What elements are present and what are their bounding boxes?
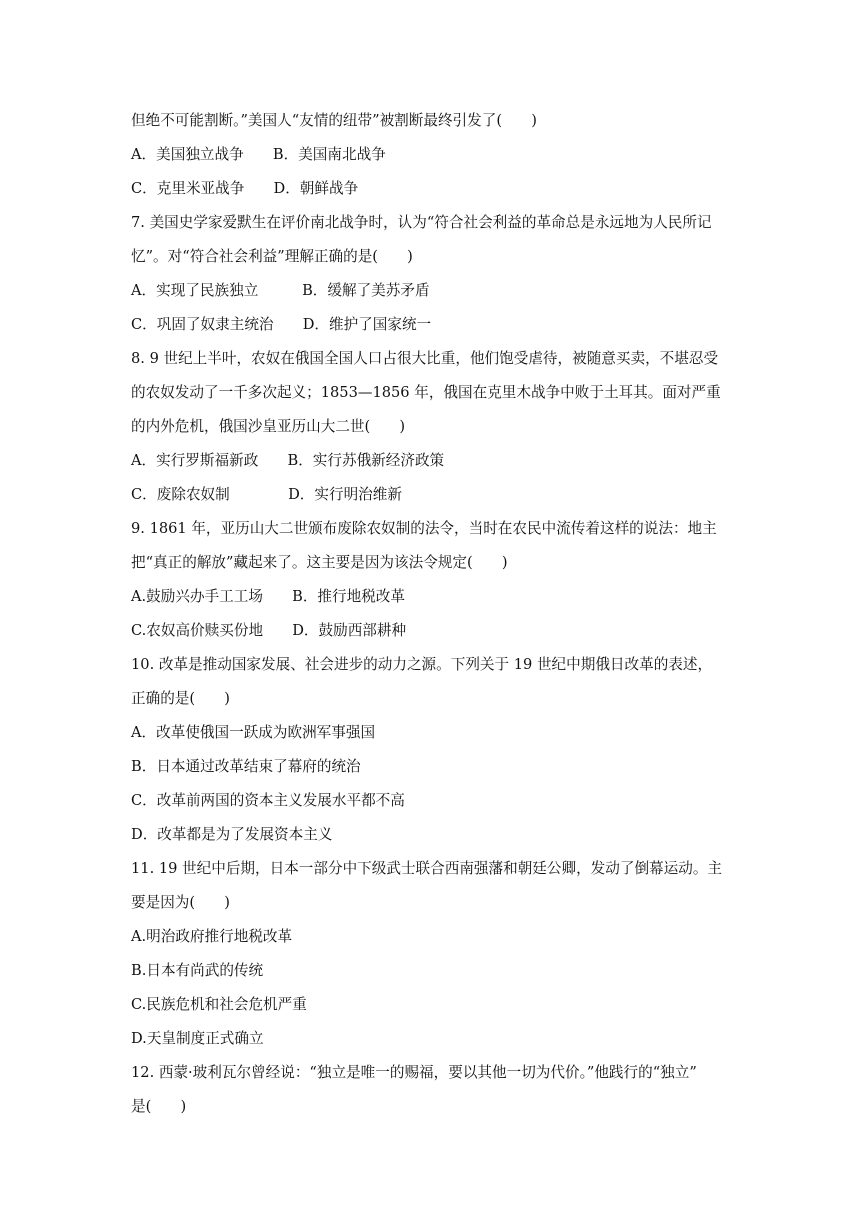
- option-line: A．改革使俄国一跃成为欧洲军事强国: [131, 724, 376, 741]
- text-line: 要是因为( ): [131, 894, 230, 911]
- text-line: 是( ): [131, 1098, 187, 1115]
- option-line: C．克里米亚战争 D．朝鲜战争: [131, 180, 359, 197]
- text-line: 的内外危机，俄国沙皇亚历山大二世( ): [131, 418, 406, 435]
- question-line: 12. 西蒙·玻利瓦尔曾经说：“独立是唯一的赐福，要以其他一切为代价。”他践行的“独立”: [131, 1064, 697, 1081]
- text-line: 的农奴发动了一千多次起义；1853—1856 年，俄国在克里木战争中败于土耳其。面对严重: [131, 384, 721, 401]
- option-line: D.天皇制度正式确立: [131, 1030, 264, 1047]
- option-line: B．日本通过改革结束了幕府的统治: [131, 758, 361, 775]
- option-line: A.鼓励兴办手工工场 B．推行地税改革: [131, 588, 405, 605]
- option-line: C.民族危机和社会危机严重: [131, 996, 307, 1013]
- option-line: C.农奴高价赎买份地 D．鼓励西部耕种: [131, 622, 407, 639]
- option-line: B.日本有尚武的传统: [131, 962, 264, 979]
- question-line: 10. 改革是推动国家发展、社会进步的动力之源。下列关于 19 世纪中期俄日改革的表述，: [131, 656, 713, 673]
- option-line: C．巩固了奴隶主统治 D．维护了国家统一: [131, 316, 432, 333]
- question-line: 7. 美国史学家爱默生在评价南北战争时，认为“符合社会利益的革命总是永远地为人民所记: [131, 214, 712, 231]
- option-line: C．废除农奴制 D．实行明治维新: [131, 486, 402, 503]
- option-line: C．改革前两国的资本主义发展水平都不高: [131, 792, 405, 809]
- text-line: 正确的是( ): [131, 690, 230, 707]
- option-line: A．实现了民族独立 B．缓解了美苏矛盾: [131, 282, 430, 299]
- question-line: 9. 1861 年，亚历山大二世颁布废除农奴制的法令，当时在农民中流传着这样的说法：地主: [131, 520, 717, 537]
- question-line: 8. 9 世纪上半叶，农奴在俄国全国人口占很大比重，他们饱受虐待，被随意买卖，不堪忍受: [131, 350, 719, 367]
- option-line: A.明治政府推行地税改革: [131, 928, 293, 945]
- text-line: 但绝不可能割断。”美国人“友情的纽带”被割断最终引发了( ): [131, 112, 537, 129]
- option-line: A．美国独立战争 B．美国南北战争: [131, 146, 386, 163]
- text-line: 忆”。对“符合社会利益”理解正确的是( ): [131, 248, 413, 265]
- option-line: D．改革都是为了发展资本主义: [131, 826, 333, 843]
- text-line: 把“真正的解放”藏起来了。这主要是因为该法令规定( ): [131, 554, 508, 571]
- option-line: A．实行罗斯福新政 B．实行苏俄新经济政策: [131, 452, 445, 469]
- question-line: 11. 19 世纪中后期，日本一部分中下级武士联合西南强藩和朝廷公卿，发动了倒幕运动。主: [131, 860, 723, 877]
